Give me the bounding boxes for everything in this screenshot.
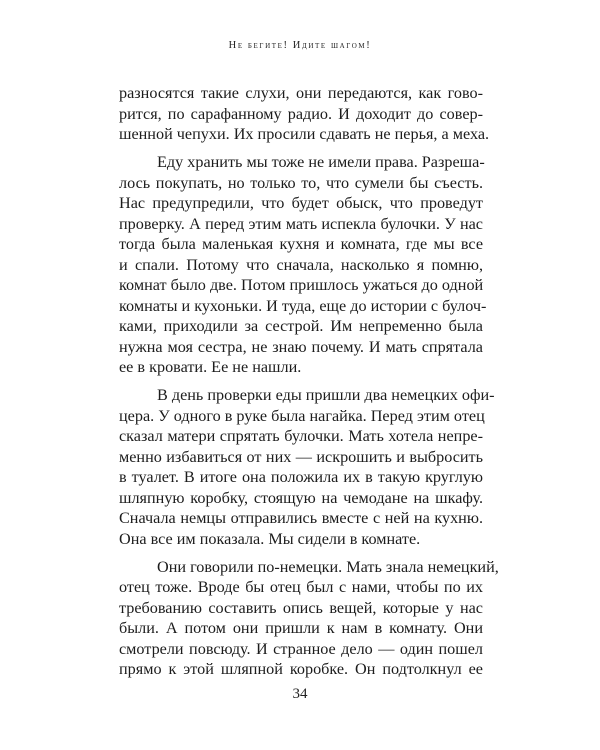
- text-line: смотрели повсюду. И странное дело — один пошел: [119, 639, 483, 658]
- body-text: [119, 83, 499, 680]
- text-line: комнаты и кухоньки. И туда, еще до истории с булоч-: [119, 296, 487, 315]
- text-line: в туалет. В итоге она положила их в такую круглую: [119, 468, 483, 486]
- text-line: рится, по сарафанному радио. И доходит до совер-: [119, 104, 483, 123]
- paragraph: [119, 557, 499, 680]
- text-line: проверку. А перед этим мать испекла булочки. У нас: [119, 214, 483, 233]
- text-line: разносятся такие слухи, они передаются, как гово-: [119, 84, 483, 102]
- running-head: Не бегите! Идите шагом!: [228, 40, 372, 51]
- text-line: лось покупать, но только то, что сумели бы съесть.: [119, 173, 483, 192]
- text-line: сказал матери спрятать булочки. Мать хотела непре-: [119, 427, 483, 445]
- text-line: ее в кровати. Ее не нашли.: [119, 358, 302, 376]
- text-line: менно избавиться от них — искрошить и выбросить: [119, 447, 483, 466]
- text-line: цера. У одного в руке была нагайка. Перед этим отец: [119, 406, 485, 425]
- text-line: требованию составить опись вещей, которые у нас: [119, 598, 483, 617]
- text-line: ками, приходили за сестрой. Им непременно была: [119, 317, 483, 335]
- paragraph: [119, 152, 487, 378]
- text-line: Сначала немцы отправились вместе с ней на кухню.: [119, 509, 483, 527]
- text-line: Нас предупредили, что будет обыск, что проведут: [119, 194, 483, 212]
- text-line: тогда была маленькая кухня и комната, где мы все: [119, 235, 483, 253]
- text-line: были. А потом они пришли к нам в комнату. Они: [119, 619, 483, 637]
- text-line: шенной чепухи. Их просили сдавать не перья, а меха.: [119, 125, 490, 143]
- page-number: 34: [292, 686, 308, 702]
- text-line: В день проверки еды пришли два немецких офи-: [157, 386, 495, 404]
- text-line: нужна моя сестра, не знаю почему. И мать спрятала: [119, 337, 483, 356]
- text-line: комнат было две. Потом пришлось ужаться до одной: [119, 276, 484, 294]
- text-line: и спали. Потому что сначала, насколько я помню,: [119, 255, 483, 274]
- text-line: Еду хранить мы тоже не имели права. Разреша-: [157, 153, 485, 171]
- paragraph: [119, 83, 490, 145]
- text-line: Она все им показала. Мы сидели в комнате.: [119, 529, 421, 548]
- text-line: прямо к этой шляпной коробке. Он подтолкнул ее: [119, 660, 483, 678]
- text-line: Они говорили по-немецки. Мать знала немецкий,: [157, 557, 499, 576]
- paragraph: [119, 385, 495, 549]
- text-line: шляпную коробку, стоящую на чемодане на шкафу.: [119, 488, 483, 507]
- text-line: отец тоже. Вроде бы отец был с нами, чтобы по их: [119, 578, 483, 596]
